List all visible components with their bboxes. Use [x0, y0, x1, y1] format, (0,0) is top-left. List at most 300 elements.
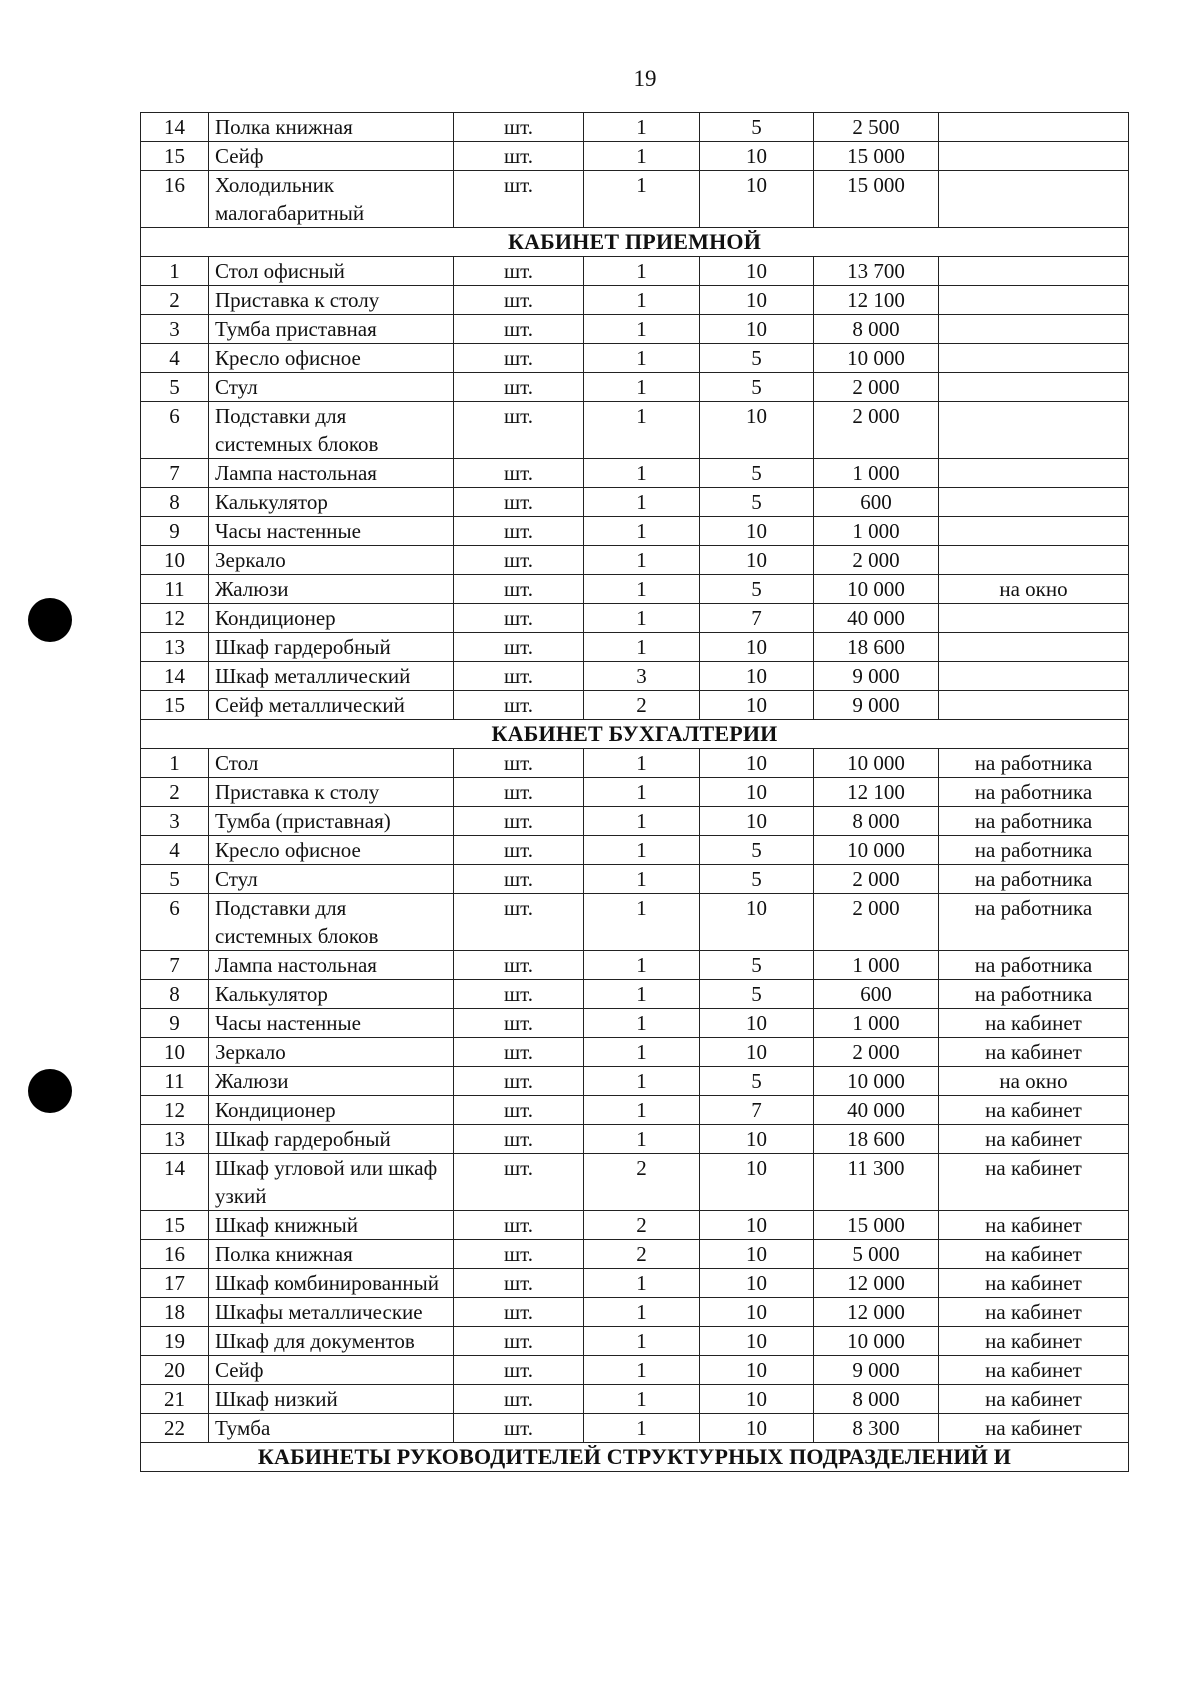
- unit-cell: шт.: [454, 1038, 584, 1067]
- price-cell: 600: [814, 980, 939, 1009]
- quantity-cell: 1: [584, 373, 700, 402]
- price-cell: 1 000: [814, 1009, 939, 1038]
- note-cell: на работника: [939, 894, 1129, 951]
- row-number-cell: 2: [141, 778, 209, 807]
- quantity-cell: 2: [584, 1154, 700, 1211]
- note-cell: на кабинет: [939, 1356, 1129, 1385]
- unit-cell: шт.: [454, 142, 584, 171]
- note-cell: [939, 142, 1129, 171]
- row-number-cell: 14: [141, 113, 209, 142]
- item-name-cell: Зеркало: [209, 1038, 454, 1067]
- row-number-cell: 12: [141, 604, 209, 633]
- table-row: [141, 662, 1129, 691]
- service-life-cell: 10: [700, 807, 814, 836]
- punch-hole-lower: [28, 1069, 72, 1113]
- note-cell: [939, 633, 1129, 662]
- price-cell: 9 000: [814, 1356, 939, 1385]
- note-cell: на работника: [939, 836, 1129, 865]
- service-life-cell: 10: [700, 1154, 814, 1211]
- price-cell: 2 000: [814, 402, 939, 459]
- price-cell: 18 600: [814, 633, 939, 662]
- note-cell: на кабинет: [939, 1269, 1129, 1298]
- note-cell: на кабинет: [939, 1240, 1129, 1269]
- row-number-cell: 15: [141, 691, 209, 720]
- price-cell: 12 100: [814, 778, 939, 807]
- quantity-cell: 1: [584, 778, 700, 807]
- note-cell: [939, 402, 1129, 459]
- service-life-cell: 10: [700, 1240, 814, 1269]
- row-number-cell: 2: [141, 286, 209, 315]
- row-number-cell: 13: [141, 1125, 209, 1154]
- note-cell: [939, 691, 1129, 720]
- unit-cell: шт.: [454, 807, 584, 836]
- row-number-cell: 9: [141, 1009, 209, 1038]
- service-life-cell: 7: [700, 604, 814, 633]
- item-name-cell: Полка книжная: [209, 1240, 454, 1269]
- service-life-cell: 10: [700, 1038, 814, 1067]
- row-number-cell: 8: [141, 488, 209, 517]
- note-cell: на кабинет: [939, 1009, 1129, 1038]
- row-number-cell: 4: [141, 344, 209, 373]
- service-life-cell: 10: [700, 1009, 814, 1038]
- unit-cell: шт.: [454, 1154, 584, 1211]
- quantity-cell: 1: [584, 142, 700, 171]
- item-name-cell: Сейф: [209, 1356, 454, 1385]
- note-cell: [939, 604, 1129, 633]
- quantity-cell: 1: [584, 980, 700, 1009]
- price-cell: 2 000: [814, 373, 939, 402]
- service-life-cell: 10: [700, 662, 814, 691]
- price-cell: 2 500: [814, 113, 939, 142]
- quantity-cell: 2: [584, 1211, 700, 1240]
- service-life-cell: 10: [700, 286, 814, 315]
- quantity-cell: 1: [584, 575, 700, 604]
- service-life-cell: 10: [700, 402, 814, 459]
- item-name-cell: Приставка к столу: [209, 778, 454, 807]
- row-number-cell: 1: [141, 257, 209, 286]
- price-cell: 2 000: [814, 546, 939, 575]
- quantity-cell: 1: [584, 1269, 700, 1298]
- price-cell: 8 000: [814, 315, 939, 344]
- item-name-cell: Стул: [209, 865, 454, 894]
- note-cell: на кабинет: [939, 1414, 1129, 1443]
- price-cell: 1 000: [814, 517, 939, 546]
- row-number-cell: 5: [141, 373, 209, 402]
- row-number-cell: 7: [141, 951, 209, 980]
- quantity-cell: 1: [584, 749, 700, 778]
- price-cell: 10 000: [814, 1327, 939, 1356]
- table-row: [141, 1356, 1129, 1385]
- unit-cell: шт.: [454, 894, 584, 951]
- table-row: [141, 807, 1129, 836]
- unit-cell: шт.: [454, 691, 584, 720]
- unit-cell: шт.: [454, 1096, 584, 1125]
- unit-cell: шт.: [454, 1009, 584, 1038]
- service-life-cell: 5: [700, 865, 814, 894]
- unit-cell: шт.: [454, 373, 584, 402]
- note-cell: [939, 517, 1129, 546]
- service-life-cell: 10: [700, 546, 814, 575]
- price-cell: 12 100: [814, 286, 939, 315]
- table-row: [141, 778, 1129, 807]
- table-row: [141, 546, 1129, 575]
- note-cell: на работника: [939, 865, 1129, 894]
- table-row: [141, 488, 1129, 517]
- inventory-table: [140, 112, 1129, 1472]
- service-life-cell: 10: [700, 633, 814, 662]
- row-number-cell: 3: [141, 315, 209, 344]
- row-number-cell: 13: [141, 633, 209, 662]
- unit-cell: шт.: [454, 402, 584, 459]
- row-number-cell: 15: [141, 142, 209, 171]
- service-life-cell: 5: [700, 980, 814, 1009]
- unit-cell: шт.: [454, 1240, 584, 1269]
- note-cell: на работника: [939, 749, 1129, 778]
- note-cell: на кабинет: [939, 1211, 1129, 1240]
- item-name-cell: Шкаф угловой или шкаф узкий: [209, 1154, 454, 1211]
- service-life-cell: 5: [700, 113, 814, 142]
- unit-cell: шт.: [454, 1385, 584, 1414]
- price-cell: 10 000: [814, 836, 939, 865]
- item-name-cell: Подставки для системных блоков: [209, 894, 454, 951]
- table-row: [141, 517, 1129, 546]
- quantity-cell: 3: [584, 662, 700, 691]
- table-row: [141, 257, 1129, 286]
- table-row: [141, 1269, 1129, 1298]
- table-row: [141, 836, 1129, 865]
- item-name-cell: Шкаф низкий: [209, 1385, 454, 1414]
- note-cell: на кабинет: [939, 1385, 1129, 1414]
- table-row: [141, 1298, 1129, 1327]
- price-cell: 9 000: [814, 662, 939, 691]
- price-cell: 8 000: [814, 807, 939, 836]
- quantity-cell: 1: [584, 1038, 700, 1067]
- price-cell: 2 000: [814, 1038, 939, 1067]
- item-name-cell: Сейф: [209, 142, 454, 171]
- price-cell: 2 000: [814, 865, 939, 894]
- row-number-cell: 17: [141, 1269, 209, 1298]
- section-title: КАБИНЕТЫ РУКОВОДИТЕЛЕЙ СТРУКТУРНЫХ ПОДРАЗДЕЛЕНИЙ И: [141, 1443, 1129, 1472]
- unit-cell: шт.: [454, 1125, 584, 1154]
- unit-cell: шт.: [454, 517, 584, 546]
- unit-cell: шт.: [454, 344, 584, 373]
- item-name-cell: Часы настенные: [209, 1009, 454, 1038]
- row-number-cell: 10: [141, 546, 209, 575]
- table-row: [141, 1009, 1129, 1038]
- row-number-cell: 3: [141, 807, 209, 836]
- price-cell: 15 000: [814, 142, 939, 171]
- quantity-cell: 1: [584, 1385, 700, 1414]
- unit-cell: шт.: [454, 546, 584, 575]
- item-name-cell: Тумба (приставная): [209, 807, 454, 836]
- quantity-cell: 1: [584, 286, 700, 315]
- service-life-cell: 10: [700, 691, 814, 720]
- item-name-cell: Подставки для системных блоков: [209, 402, 454, 459]
- service-life-cell: 5: [700, 951, 814, 980]
- table-row: [141, 1038, 1129, 1067]
- price-cell: 10 000: [814, 749, 939, 778]
- row-number-cell: 4: [141, 836, 209, 865]
- item-name-cell: Приставка к столу: [209, 286, 454, 315]
- unit-cell: шт.: [454, 633, 584, 662]
- service-life-cell: 10: [700, 1269, 814, 1298]
- row-number-cell: 11: [141, 575, 209, 604]
- row-number-cell: 14: [141, 1154, 209, 1211]
- note-cell: [939, 546, 1129, 575]
- price-cell: 18 600: [814, 1125, 939, 1154]
- item-name-cell: Сейф металлический: [209, 691, 454, 720]
- quantity-cell: 1: [584, 1414, 700, 1443]
- row-number-cell: 1: [141, 749, 209, 778]
- page-number: 19: [633, 66, 657, 91]
- row-number-cell: 6: [141, 402, 209, 459]
- item-name-cell: Стул: [209, 373, 454, 402]
- table-row: [141, 980, 1129, 1009]
- section-header-row: [141, 228, 1129, 257]
- note-cell: на работника: [939, 807, 1129, 836]
- quantity-cell: 1: [584, 807, 700, 836]
- service-life-cell: 10: [700, 1327, 814, 1356]
- note-cell: [939, 171, 1129, 228]
- item-name-cell: Полка книжная: [209, 113, 454, 142]
- quantity-cell: 1: [584, 315, 700, 344]
- item-name-cell: Тумба приставная: [209, 315, 454, 344]
- item-name-cell: Жалюзи: [209, 1067, 454, 1096]
- unit-cell: шт.: [454, 1298, 584, 1327]
- table-row: [141, 373, 1129, 402]
- quantity-cell: 1: [584, 1327, 700, 1356]
- service-life-cell: 10: [700, 142, 814, 171]
- item-name-cell: Кресло офисное: [209, 344, 454, 373]
- table-row: [141, 1154, 1129, 1211]
- punch-hole-upper: [28, 598, 72, 642]
- price-cell: 600: [814, 488, 939, 517]
- service-life-cell: 5: [700, 1067, 814, 1096]
- service-life-cell: 10: [700, 1298, 814, 1327]
- table-row: [141, 344, 1129, 373]
- table-row: [141, 894, 1129, 951]
- note-cell: на кабинет: [939, 1327, 1129, 1356]
- unit-cell: шт.: [454, 488, 584, 517]
- quantity-cell: 2: [584, 1240, 700, 1269]
- price-cell: 2 000: [814, 894, 939, 951]
- service-life-cell: 10: [700, 749, 814, 778]
- note-cell: [939, 459, 1129, 488]
- table-row: [141, 1414, 1129, 1443]
- quantity-cell: 1: [584, 865, 700, 894]
- note-cell: [939, 373, 1129, 402]
- service-life-cell: 10: [700, 1356, 814, 1385]
- row-number-cell: 20: [141, 1356, 209, 1385]
- row-number-cell: 18: [141, 1298, 209, 1327]
- table-row: [141, 459, 1129, 488]
- quantity-cell: 1: [584, 113, 700, 142]
- unit-cell: шт.: [454, 1269, 584, 1298]
- note-cell: на работника: [939, 980, 1129, 1009]
- section-header-row: [141, 720, 1129, 749]
- row-number-cell: 12: [141, 1096, 209, 1125]
- table-row: [141, 402, 1129, 459]
- unit-cell: шт.: [454, 1356, 584, 1385]
- table-row: [141, 604, 1129, 633]
- service-life-cell: 10: [700, 1125, 814, 1154]
- unit-cell: шт.: [454, 257, 584, 286]
- unit-cell: шт.: [454, 836, 584, 865]
- table-row: [141, 1327, 1129, 1356]
- price-cell: 13 700: [814, 257, 939, 286]
- unit-cell: шт.: [454, 1327, 584, 1356]
- section-header-row: [141, 1443, 1129, 1472]
- row-number-cell: 9: [141, 517, 209, 546]
- item-name-cell: Холодильник малогабаритный: [209, 171, 454, 228]
- service-life-cell: 10: [700, 171, 814, 228]
- table-row: [141, 1211, 1129, 1240]
- item-name-cell: Лампа настольная: [209, 459, 454, 488]
- quantity-cell: 1: [584, 894, 700, 951]
- price-cell: 12 000: [814, 1269, 939, 1298]
- row-number-cell: 7: [141, 459, 209, 488]
- quantity-cell: 1: [584, 1009, 700, 1038]
- row-number-cell: 5: [141, 865, 209, 894]
- item-name-cell: Кондиционер: [209, 1096, 454, 1125]
- quantity-cell: 1: [584, 633, 700, 662]
- note-cell: на работника: [939, 778, 1129, 807]
- table-row: [141, 1096, 1129, 1125]
- table-row: [141, 1240, 1129, 1269]
- price-cell: 1 000: [814, 459, 939, 488]
- note-cell: на кабинет: [939, 1125, 1129, 1154]
- service-life-cell: 10: [700, 315, 814, 344]
- row-number-cell: 6: [141, 894, 209, 951]
- note-cell: [939, 315, 1129, 344]
- table-row: [141, 171, 1129, 228]
- service-life-cell: 5: [700, 459, 814, 488]
- item-name-cell: Шкаф металлический: [209, 662, 454, 691]
- note-cell: на кабинет: [939, 1096, 1129, 1125]
- price-cell: 8 000: [814, 1385, 939, 1414]
- table-row: [141, 1125, 1129, 1154]
- price-cell: 10 000: [814, 575, 939, 604]
- table-row: [141, 633, 1129, 662]
- item-name-cell: Шкаф книжный: [209, 1211, 454, 1240]
- service-life-cell: 5: [700, 836, 814, 865]
- price-cell: 11 300: [814, 1154, 939, 1211]
- table-row: [141, 951, 1129, 980]
- item-name-cell: Кондиционер: [209, 604, 454, 633]
- price-cell: 40 000: [814, 1096, 939, 1125]
- table-row: [141, 691, 1129, 720]
- quantity-cell: 1: [584, 488, 700, 517]
- service-life-cell: 10: [700, 517, 814, 546]
- table-row: [141, 749, 1129, 778]
- item-name-cell: Шкафы металлические: [209, 1298, 454, 1327]
- price-cell: 12 000: [814, 1298, 939, 1327]
- unit-cell: шт.: [454, 575, 584, 604]
- unit-cell: шт.: [454, 604, 584, 633]
- service-life-cell: 10: [700, 778, 814, 807]
- unit-cell: шт.: [454, 951, 584, 980]
- table-row: [141, 315, 1129, 344]
- quantity-cell: 1: [584, 344, 700, 373]
- price-cell: 5 000: [814, 1240, 939, 1269]
- service-life-cell: 5: [700, 344, 814, 373]
- table-row: [141, 1067, 1129, 1096]
- item-name-cell: Стол офисный: [209, 257, 454, 286]
- row-number-cell: 15: [141, 1211, 209, 1240]
- unit-cell: шт.: [454, 662, 584, 691]
- service-life-cell: 10: [700, 1211, 814, 1240]
- row-number-cell: 10: [141, 1038, 209, 1067]
- item-name-cell: Шкаф комбинированный: [209, 1269, 454, 1298]
- note-cell: на кабинет: [939, 1154, 1129, 1211]
- price-cell: 40 000: [814, 604, 939, 633]
- item-name-cell: Кресло офисное: [209, 836, 454, 865]
- price-cell: 1 000: [814, 951, 939, 980]
- table-row: [141, 286, 1129, 315]
- quantity-cell: 1: [584, 836, 700, 865]
- note-cell: [939, 344, 1129, 373]
- note-cell: на кабинет: [939, 1038, 1129, 1067]
- service-life-cell: 10: [700, 1414, 814, 1443]
- item-name-cell: Зеркало: [209, 546, 454, 575]
- unit-cell: шт.: [454, 749, 584, 778]
- row-number-cell: 16: [141, 1240, 209, 1269]
- item-name-cell: Тумба: [209, 1414, 454, 1443]
- quantity-cell: 1: [584, 459, 700, 488]
- item-name-cell: Калькулятор: [209, 488, 454, 517]
- service-life-cell: 5: [700, 373, 814, 402]
- unit-cell: шт.: [454, 113, 584, 142]
- price-cell: 9 000: [814, 691, 939, 720]
- row-number-cell: 21: [141, 1385, 209, 1414]
- note-cell: [939, 662, 1129, 691]
- price-cell: 10 000: [814, 344, 939, 373]
- service-life-cell: 10: [700, 894, 814, 951]
- price-cell: 15 000: [814, 171, 939, 228]
- service-life-cell: 7: [700, 1096, 814, 1125]
- unit-cell: шт.: [454, 1414, 584, 1443]
- item-name-cell: Калькулятор: [209, 980, 454, 1009]
- unit-cell: шт.: [454, 778, 584, 807]
- note-cell: на окно: [939, 575, 1129, 604]
- unit-cell: шт.: [454, 1067, 584, 1096]
- quantity-cell: 1: [584, 402, 700, 459]
- row-number-cell: 19: [141, 1327, 209, 1356]
- item-name-cell: Шкаф гардеробный: [209, 633, 454, 662]
- table-row: [141, 142, 1129, 171]
- note-cell: на окно: [939, 1067, 1129, 1096]
- item-name-cell: Часы настенные: [209, 517, 454, 546]
- quantity-cell: 1: [584, 257, 700, 286]
- unit-cell: шт.: [454, 286, 584, 315]
- unit-cell: шт.: [454, 315, 584, 344]
- note-cell: [939, 257, 1129, 286]
- note-cell: [939, 286, 1129, 315]
- service-life-cell: 10: [700, 257, 814, 286]
- item-name-cell: Шкаф для документов: [209, 1327, 454, 1356]
- quantity-cell: 1: [584, 604, 700, 633]
- table-row: [141, 865, 1129, 894]
- quantity-cell: 1: [584, 1125, 700, 1154]
- price-cell: 15 000: [814, 1211, 939, 1240]
- unit-cell: шт.: [454, 980, 584, 1009]
- section-title: КАБИНЕТ ПРИЕМНОЙ: [141, 228, 1129, 257]
- quantity-cell: 1: [584, 517, 700, 546]
- unit-cell: шт.: [454, 1211, 584, 1240]
- quantity-cell: 1: [584, 1356, 700, 1385]
- item-name-cell: Лампа настольная: [209, 951, 454, 980]
- note-cell: на кабинет: [939, 1298, 1129, 1327]
